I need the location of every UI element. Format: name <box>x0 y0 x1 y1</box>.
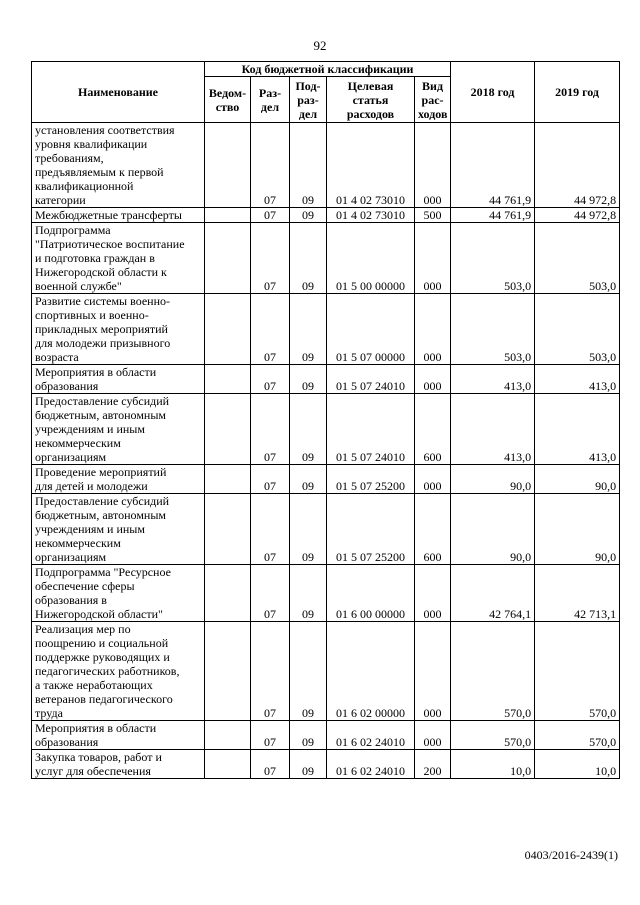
row-name: Закупка товаров, работ и услуг для обеспечения <box>32 750 205 779</box>
table-row <box>32 123 620 208</box>
table-body <box>32 123 620 779</box>
row-razdel: 07 <box>251 565 290 622</box>
row-name: Межбюджетные трансферты <box>32 208 205 223</box>
row-2018: 44 761,9 <box>451 123 535 208</box>
row-statya: 01 5 07 00000 <box>327 294 415 365</box>
table-row <box>32 622 620 721</box>
row-vedomstvo <box>205 294 251 365</box>
row-razdel: 07 <box>251 750 290 779</box>
row-name: Мероприятия в области образования <box>32 365 205 394</box>
row-2019: 44 972,8 <box>535 123 620 208</box>
table-row <box>32 465 620 494</box>
row-vedomstvo <box>205 123 251 208</box>
row-vedomstvo <box>205 622 251 721</box>
row-podrazdel: 09 <box>290 223 327 294</box>
row-vid: 600 <box>415 394 451 465</box>
row-razdel: 07 <box>251 721 290 750</box>
row-vedomstvo <box>205 750 251 779</box>
row-statya: 01 6 02 00000 <box>327 622 415 721</box>
row-podrazdel: 09 <box>290 394 327 465</box>
table-row <box>32 494 620 565</box>
row-vedomstvo <box>205 494 251 565</box>
row-2019: 570,0 <box>535 622 620 721</box>
row-vid: 000 <box>415 123 451 208</box>
row-2018: 413,0 <box>451 394 535 465</box>
row-2019: 90,0 <box>535 494 620 565</box>
row-2018: 503,0 <box>451 223 535 294</box>
table-row <box>32 750 620 779</box>
row-name: установления соответствия уровня квалификации требованиям, предъявляемым к первой квалификационной категории <box>32 123 205 208</box>
row-statya: 01 5 00 00000 <box>327 223 415 294</box>
row-razdel: 07 <box>251 365 290 394</box>
header-podrazdel: Под- раз- дел <box>290 77 327 123</box>
row-podrazdel: 09 <box>290 208 327 223</box>
row-vid: 000 <box>415 223 451 294</box>
row-podrazdel: 09 <box>290 750 327 779</box>
header-2019: 2019 год <box>535 62 620 123</box>
row-vedomstvo <box>205 465 251 494</box>
row-vid: 000 <box>415 365 451 394</box>
row-vid: 500 <box>415 208 451 223</box>
row-vedomstvo <box>205 394 251 465</box>
row-name: Развитие системы военно- спортивных и военно- прикладных мероприятий для молодежи призывного возраста <box>32 294 205 365</box>
row-podrazdel: 09 <box>290 494 327 565</box>
row-2018: 42 764,1 <box>451 565 535 622</box>
row-razdel: 07 <box>251 465 290 494</box>
row-vid: 000 <box>415 721 451 750</box>
row-podrazdel: 09 <box>290 365 327 394</box>
row-razdel: 07 <box>251 123 290 208</box>
header-vid: Вид рас- ходов <box>415 77 451 123</box>
row-name: Реализация мер по поощрению и социальной поддержке руководящих и педагогических работников, а также неработающих ветеранов педагогического труда <box>32 622 205 721</box>
row-razdel: 07 <box>251 208 290 223</box>
row-name: Предоставление субсидий бюджетным, автономным учреждениям и иным некоммерческим организациям <box>32 494 205 565</box>
row-razdel: 07 <box>251 394 290 465</box>
table-row <box>32 223 620 294</box>
row-2018: 90,0 <box>451 494 535 565</box>
row-2019: 10,0 <box>535 750 620 779</box>
row-name: Проведение мероприятий для детей и молодежи <box>32 465 205 494</box>
row-2018: 10,0 <box>451 750 535 779</box>
row-statya: 01 5 07 25200 <box>327 494 415 565</box>
row-vid: 200 <box>415 750 451 779</box>
row-2019: 503,0 <box>535 223 620 294</box>
row-vid: 000 <box>415 565 451 622</box>
row-2018: 570,0 <box>451 721 535 750</box>
row-statya: 01 5 07 25200 <box>327 465 415 494</box>
header-name: Наименование <box>32 62 205 123</box>
row-podrazdel: 09 <box>290 721 327 750</box>
row-vid: 000 <box>415 465 451 494</box>
budget-table <box>31 61 620 779</box>
row-2019: 413,0 <box>535 365 620 394</box>
row-2018: 503,0 <box>451 294 535 365</box>
row-vedomstvo <box>205 721 251 750</box>
row-podrazdel: 09 <box>290 622 327 721</box>
row-statya: 01 4 02 73010 <box>327 208 415 223</box>
row-name: Подпрограмма "Ресурсное обеспечение сферы образования в Нижегородской области" <box>32 565 205 622</box>
row-razdel: 07 <box>251 494 290 565</box>
row-podrazdel: 09 <box>290 123 327 208</box>
row-statya: 01 5 07 24010 <box>327 394 415 465</box>
row-name: Предоставление субсидий бюджетным, автономным учреждениям и иным некоммерческим организациям <box>32 394 205 465</box>
row-razdel: 07 <box>251 622 290 721</box>
table-row <box>32 394 620 465</box>
table-row <box>32 208 620 223</box>
row-2019: 413,0 <box>535 394 620 465</box>
row-vid: 000 <box>415 294 451 365</box>
table-row <box>32 721 620 750</box>
row-2019: 44 972,8 <box>535 208 620 223</box>
row-2019: 42 713,1 <box>535 565 620 622</box>
header-statya: Целевая статья расходов <box>327 77 415 123</box>
row-statya: 01 6 02 24010 <box>327 721 415 750</box>
header-razdel: Раз- дел <box>251 77 290 123</box>
row-2018: 90,0 <box>451 465 535 494</box>
row-vedomstvo <box>205 565 251 622</box>
table-row <box>32 565 620 622</box>
row-vedomstvo <box>205 365 251 394</box>
row-vid: 600 <box>415 494 451 565</box>
row-podrazdel: 09 <box>290 465 327 494</box>
row-razdel: 07 <box>251 294 290 365</box>
row-name: Мероприятия в области образования <box>32 721 205 750</box>
row-2019: 570,0 <box>535 721 620 750</box>
table-row <box>32 365 620 394</box>
row-razdel: 07 <box>251 223 290 294</box>
row-statya: 01 6 00 00000 <box>327 565 415 622</box>
row-statya: 01 6 02 24010 <box>327 750 415 779</box>
row-statya: 01 4 02 73010 <box>327 123 415 208</box>
row-vedomstvo <box>205 223 251 294</box>
row-name: Подпрограмма "Патриотическое воспитание и подготовка граждан в Нижегородской области к военной службе" <box>32 223 205 294</box>
row-podrazdel: 09 <box>290 294 327 365</box>
row-2019: 503,0 <box>535 294 620 365</box>
header-2018: 2018 год <box>451 62 535 123</box>
row-podrazdel: 09 <box>290 565 327 622</box>
row-2018: 570,0 <box>451 622 535 721</box>
header-vedomstvo: Ведом- ство <box>205 77 251 123</box>
document-code: 0403/2016-2439(1) <box>524 848 618 862</box>
row-vid: 000 <box>415 622 451 721</box>
row-statya: 01 5 07 24010 <box>327 365 415 394</box>
row-2018: 44 761,9 <box>451 208 535 223</box>
header-classification: Код бюджетной классификации <box>205 62 451 77</box>
table-row <box>32 294 620 365</box>
page-number: 92 <box>313 38 327 53</box>
row-2019: 90,0 <box>535 465 620 494</box>
row-2018: 413,0 <box>451 365 535 394</box>
row-vedomstvo <box>205 208 251 223</box>
